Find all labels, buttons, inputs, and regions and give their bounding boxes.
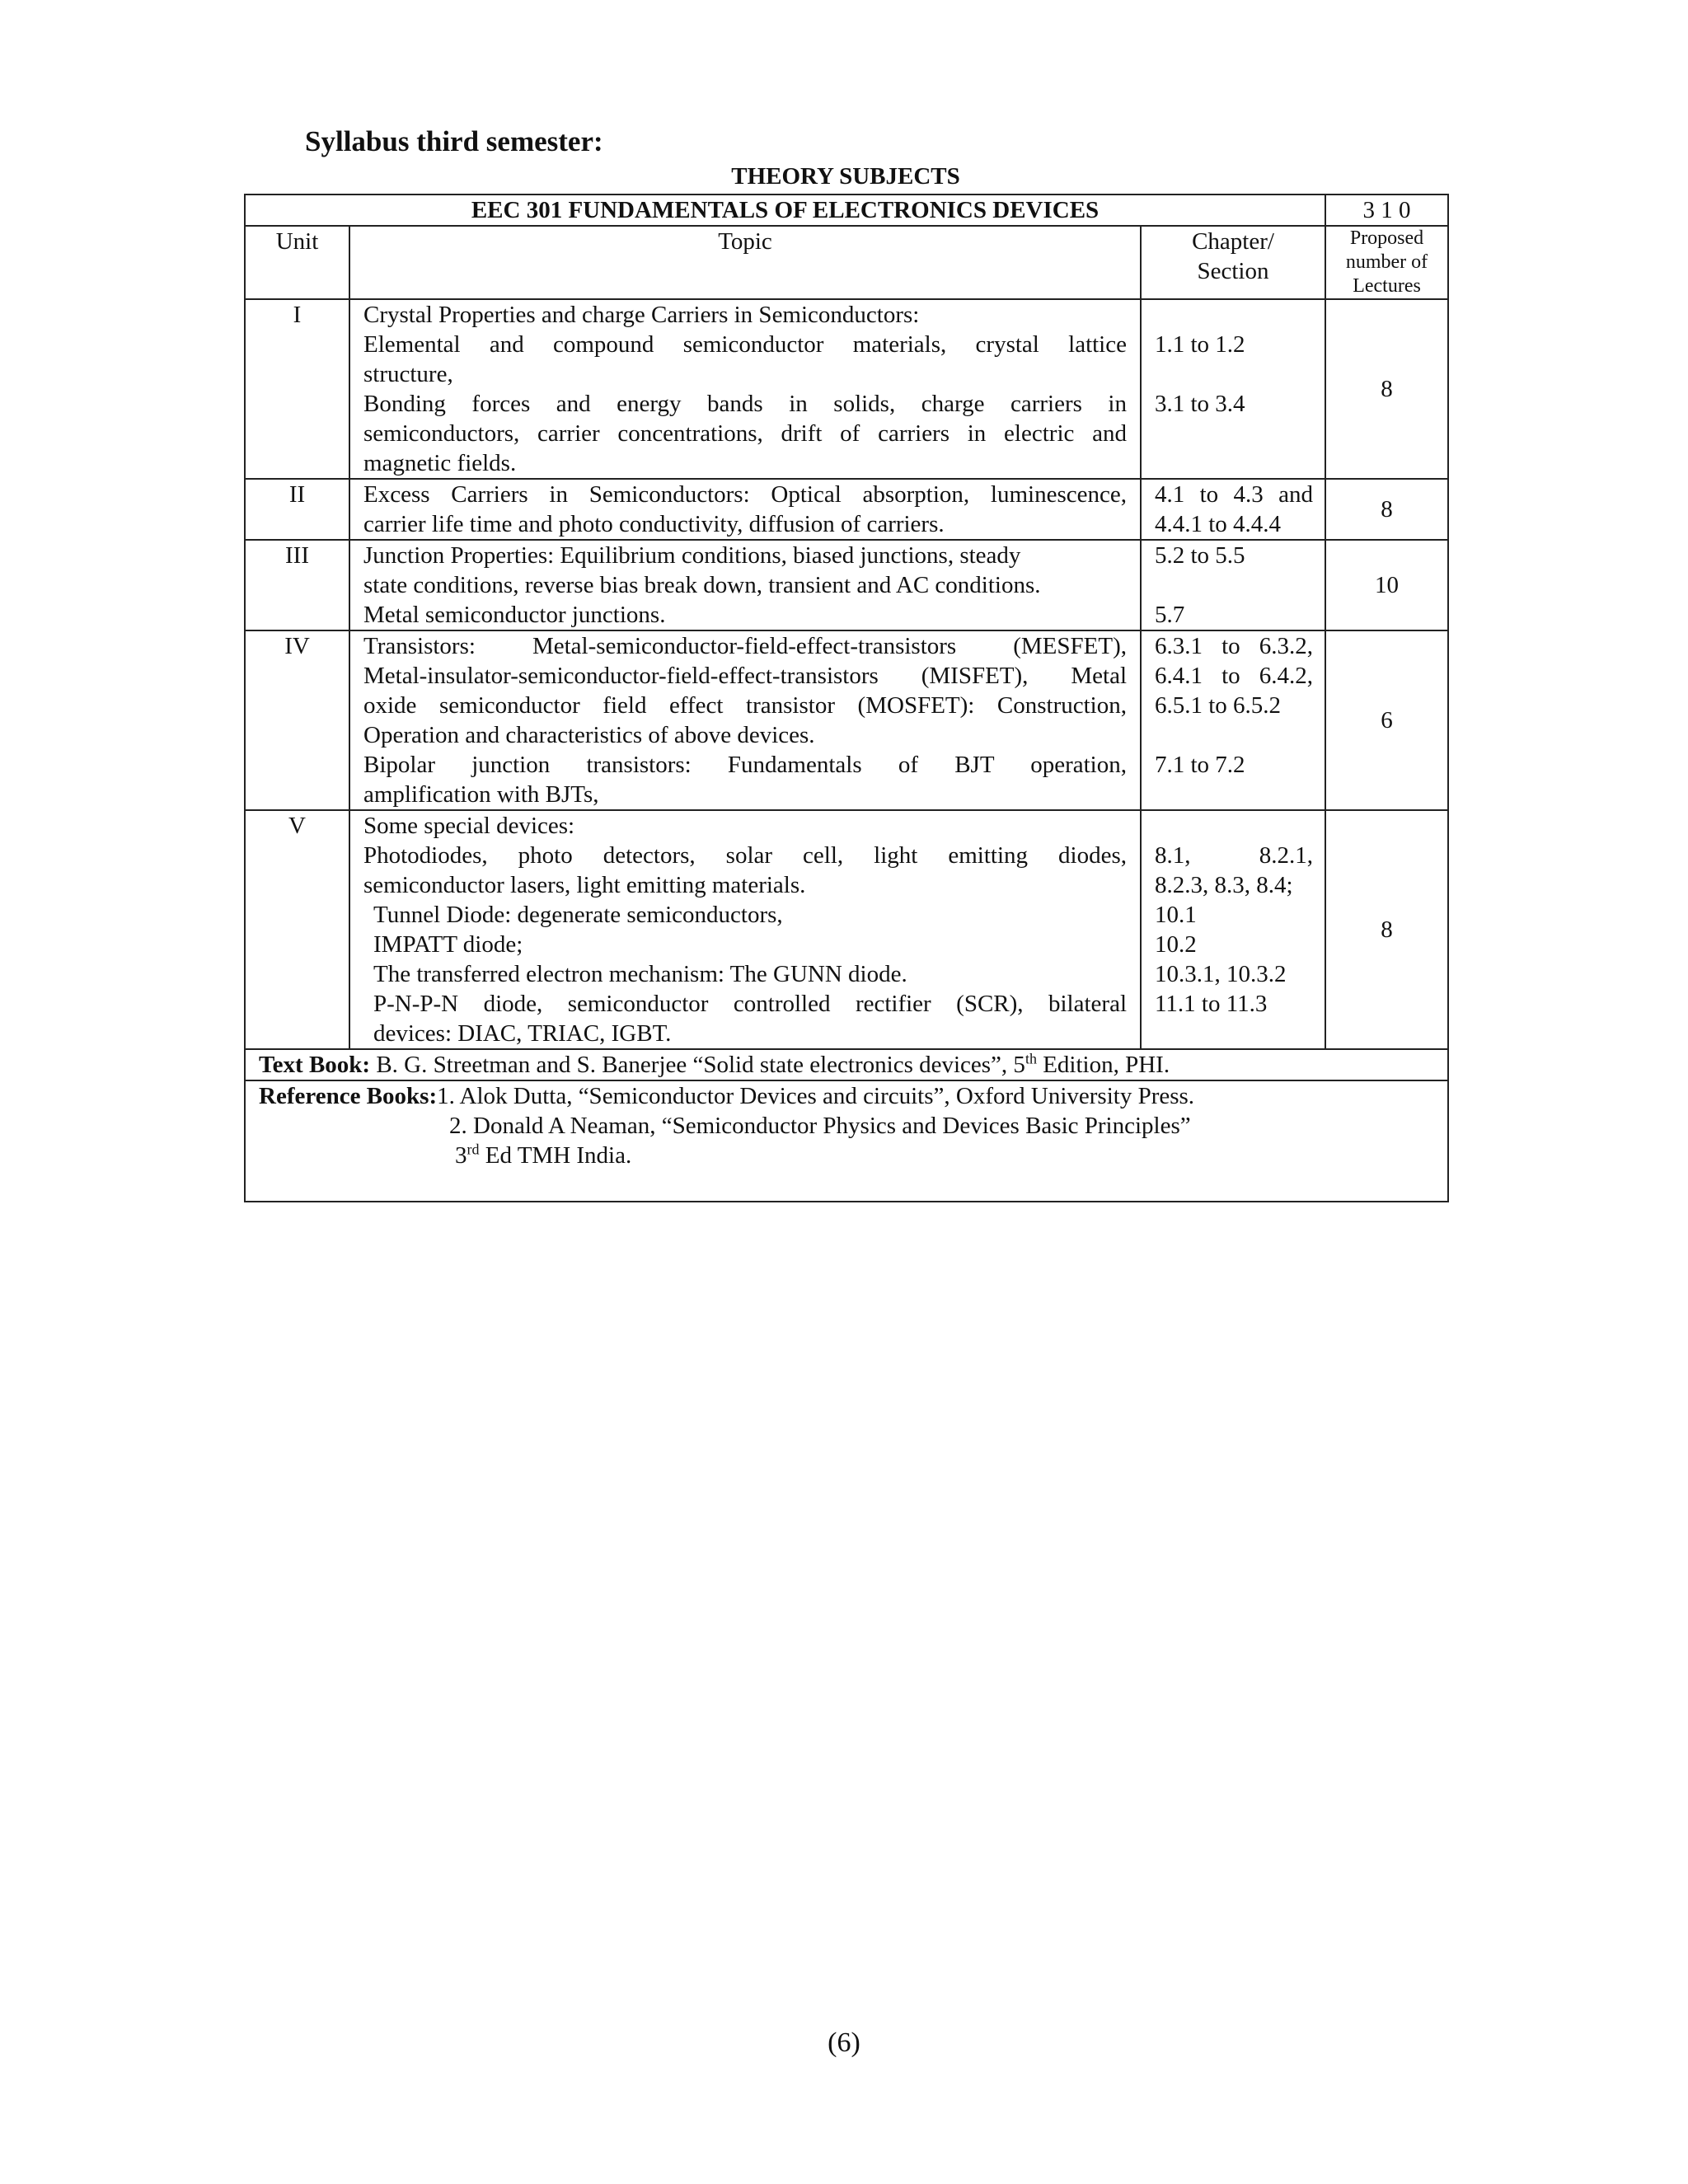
chapter-line: 10.1 bbox=[1155, 902, 1197, 928]
reference-2-superscript: rd bbox=[467, 1141, 480, 1158]
chapter-line: 7.1 to 7.2 bbox=[1155, 752, 1245, 778]
topic-line: Metal-insulator-semiconductor-field-effect-transistors (MISFET), Metal bbox=[363, 663, 1127, 689]
topic-cell bbox=[349, 479, 1141, 540]
column-header-row bbox=[245, 226, 1448, 299]
page-heading: Syllabus third semester: bbox=[305, 125, 603, 157]
page-number: (6) bbox=[828, 2027, 860, 2058]
text-book bbox=[245, 1049, 1448, 1080]
topic-line: IMPATT diode; bbox=[373, 931, 523, 958]
topic-cell bbox=[349, 810, 1141, 1049]
topic-line: magnetic fields. bbox=[363, 450, 517, 476]
chapter-header-line: Section bbox=[1197, 258, 1269, 284]
chapter-line bbox=[1155, 720, 1313, 750]
chapter-line: 8.1, 8.2.1, bbox=[1155, 842, 1314, 869]
chapter-line: 3.1 to 3.4 bbox=[1155, 391, 1245, 417]
topic-line: oxide semiconductor field effect transistor (MOSFET): Construction, bbox=[363, 692, 1127, 719]
lecture-count: 6 bbox=[1325, 630, 1448, 810]
reference-2: 2. Donald A Neaman, “Semiconductor Physics and Devices Basic Principles” bbox=[449, 1113, 1191, 1139]
topic-line: Bipolar junction transistors: Fundamentals of BJT operation, bbox=[363, 752, 1127, 778]
lectures-header-line: Lectures bbox=[1353, 275, 1421, 297]
unit-number: IV bbox=[245, 630, 349, 810]
chapter-line: 8.2.3, 8.3, 8.4; bbox=[1155, 872, 1293, 898]
section-heading: THEORY SUBJECTS bbox=[731, 163, 960, 190]
topic-line: Some special devices: bbox=[363, 813, 575, 839]
unit-number: V bbox=[245, 810, 349, 1049]
chapter-cell bbox=[1141, 630, 1325, 810]
chapter-header-line: Chapter/ bbox=[1192, 228, 1274, 255]
topic-line: Junction Properties: Equilibrium conditions, biased junctions, steady bbox=[363, 542, 1021, 569]
topic-line: amplification with BJTs, bbox=[363, 781, 599, 808]
text-book-superscript: th bbox=[1025, 1050, 1037, 1067]
reference-2-edition: 3 bbox=[455, 1142, 467, 1169]
chapter-line: 5.2 to 5.5 bbox=[1155, 542, 1245, 569]
topic-line: semiconductors, carrier concentrations, drift of carriers in electric and bbox=[363, 420, 1127, 447]
table-row bbox=[245, 630, 1448, 810]
topic-line: semiconductor lasers, light emitting materials. bbox=[363, 872, 806, 898]
text-book-row bbox=[245, 1049, 1448, 1080]
topic-line: Crystal Properties and charge Carriers in Semiconductors: bbox=[363, 302, 920, 328]
chapter-line: 6.4.1 to 6.4.2, bbox=[1155, 663, 1314, 689]
topic-cell bbox=[349, 540, 1141, 630]
chapter-line: 4.1 to 4.3 and bbox=[1155, 481, 1314, 508]
chapter-line: 6.3.1 to 6.3.2, bbox=[1155, 633, 1314, 659]
reference-1: Alok Dutta, “Semiconductor Devices and circuits”, Oxford University Press. bbox=[454, 1083, 1195, 1109]
lectures-header-line: Proposed bbox=[1349, 227, 1424, 249]
chapter-cell bbox=[1141, 299, 1325, 479]
reference-1-number: 1. bbox=[437, 1083, 455, 1109]
lectures-header bbox=[1325, 226, 1448, 299]
chapter-line: 4.4.1 to 4.4.4 bbox=[1155, 511, 1282, 537]
lecture-count: 8 bbox=[1325, 810, 1448, 1049]
table-row bbox=[245, 299, 1448, 479]
chapter-cell bbox=[1141, 479, 1325, 540]
chapter-cell bbox=[1141, 540, 1325, 630]
lecture-count: 10 bbox=[1325, 540, 1448, 630]
lectures-header-line: number of bbox=[1345, 251, 1428, 273]
lecture-count: 8 bbox=[1325, 299, 1448, 479]
topic-line: Elemental and compound semiconductor materials, crystal lattice bbox=[363, 331, 1127, 358]
chapter-line: 1.1 to 1.2 bbox=[1155, 331, 1245, 358]
chapter-line: 10.3.1, 10.3.2 bbox=[1155, 961, 1287, 987]
reference-books-row bbox=[245, 1080, 1448, 1202]
unit-number: II bbox=[245, 479, 349, 540]
topic-line: The transferred electron mechanism: The GUNN diode. bbox=[373, 961, 907, 987]
table-row bbox=[245, 540, 1448, 630]
reference-2-publisher: Ed TMH India. bbox=[479, 1142, 632, 1169]
unit-number: I bbox=[245, 299, 349, 479]
chapter-line: 10.2 bbox=[1155, 931, 1197, 958]
lecture-count: 8 bbox=[1325, 479, 1448, 540]
chapter-line bbox=[1155, 570, 1313, 600]
topic-line: devices: DIAC, TRIAC, IGBT. bbox=[373, 1020, 672, 1047]
chapter-line bbox=[1155, 359, 1313, 389]
course-title: EEC 301 FUNDAMENTALS OF ELECTRONICS DEVICES bbox=[245, 194, 1325, 226]
course-credits: 3 1 0 bbox=[1325, 194, 1448, 226]
text-book-citation: B. G. Streetman and S. Banerjee “Solid state electronics devices”, 5 bbox=[370, 1052, 1025, 1078]
unit-number: III bbox=[245, 540, 349, 630]
topic-line: carrier life time and photo conductivity, diffusion of carriers. bbox=[363, 511, 945, 537]
topic-header: Topic bbox=[349, 226, 1141, 299]
chapter-line: 11.1 to 11.3 bbox=[1155, 991, 1268, 1017]
chapter-line bbox=[1155, 300, 1313, 330]
text-book-citation-end: Edition, PHI. bbox=[1036, 1052, 1170, 1078]
topic-line: state conditions, reverse bias break down, transient and AC conditions. bbox=[363, 572, 1041, 598]
course-title-row bbox=[245, 194, 1448, 226]
chapter-header bbox=[1141, 226, 1325, 299]
table-row bbox=[245, 810, 1448, 1049]
topic-line: Operation and characteristics of above devices. bbox=[363, 722, 815, 748]
reference-books bbox=[245, 1080, 1448, 1202]
topic-line: Bonding forces and energy bands in solids, charge carriers in bbox=[363, 391, 1127, 417]
topic-line: Excess Carriers in Semiconductors: Optical absorption, luminescence, bbox=[363, 481, 1127, 508]
topic-line: Tunnel Diode: degenerate semiconductors, bbox=[373, 902, 783, 928]
chapter-line bbox=[1155, 811, 1313, 841]
chapter-line: 5.7 bbox=[1155, 602, 1185, 628]
table-row bbox=[245, 479, 1448, 540]
topic-line: P-N-P-N diode, semiconductor controlled rectifier (SCR), bilateral bbox=[373, 991, 1127, 1017]
chapter-cell bbox=[1141, 810, 1325, 1049]
topic-line: Metal semiconductor junctions. bbox=[363, 602, 666, 628]
syllabus-table bbox=[244, 194, 1449, 1202]
chapter-line: 6.5.1 to 6.5.2 bbox=[1155, 692, 1282, 719]
topic-cell bbox=[349, 630, 1141, 810]
topic-line: Transistors: Metal-semiconductor-field-effect-transistors (MESFET), bbox=[363, 633, 1127, 659]
topic-line: Photodiodes, photo detectors, solar cell, light emitting diodes, bbox=[363, 842, 1127, 869]
unit-header: Unit bbox=[245, 226, 349, 299]
topic-cell bbox=[349, 299, 1141, 479]
reference-books-label: Reference Books: bbox=[259, 1083, 438, 1109]
topic-line: structure, bbox=[363, 361, 453, 387]
text-book-label: Text Book: bbox=[259, 1052, 371, 1078]
